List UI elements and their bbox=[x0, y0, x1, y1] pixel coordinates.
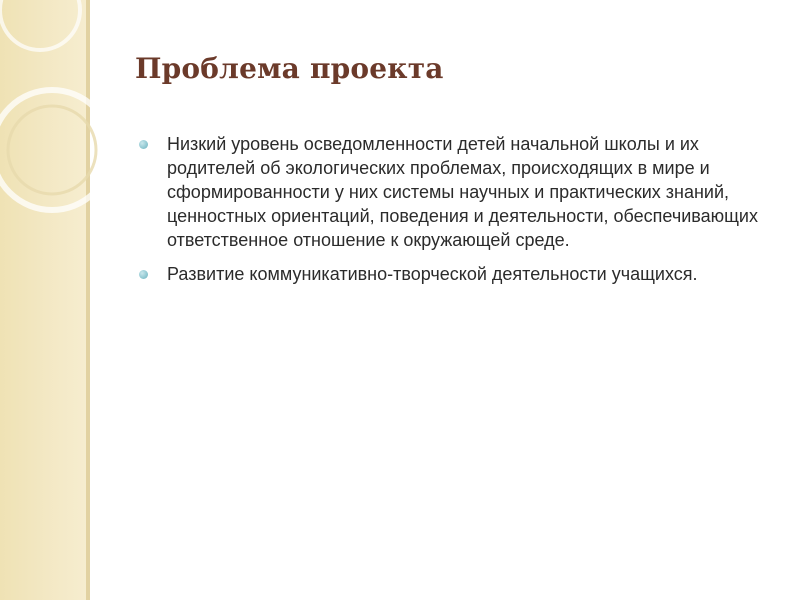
bullet-item bbox=[135, 262, 780, 286]
bullet-item bbox=[135, 132, 780, 252]
circle-bullet-icon bbox=[139, 140, 148, 149]
bullet-text: Развитие коммуникативно-творческой деятельности учащихся. bbox=[167, 264, 698, 284]
slide-title: Проблема проекта bbox=[135, 52, 444, 85]
bullet-list bbox=[135, 132, 780, 296]
circle-bullet-icon bbox=[139, 270, 148, 279]
bullet-text: Низкий уровень осведомленности детей начальной школы и их родителей об экологических проблемах, происходящих в мире и сформированности у них системы научных и практических знаний, ценностных ориентаций, поведения и деятельности, обеспечивающих ответственное отношение к окружающей среде. bbox=[167, 134, 758, 250]
